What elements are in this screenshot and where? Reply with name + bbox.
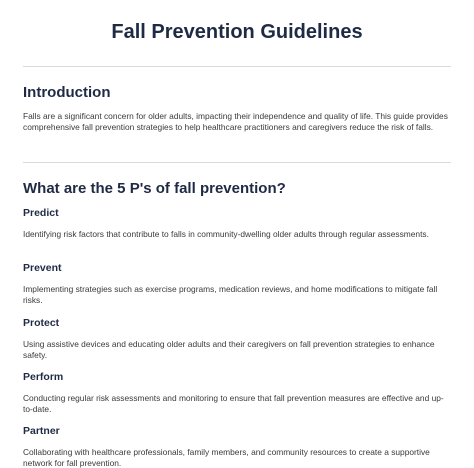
document-title: Fall Prevention Guidelines bbox=[111, 21, 363, 43]
introduction-heading: Introduction bbox=[23, 84, 111, 101]
predict-text: Identifying risk factors that contribute to falls in community-dwelling older adults through regular assessments. bbox=[23, 229, 429, 239]
prevent-heading: Prevent bbox=[23, 262, 62, 274]
protect-text: Using assistive devices and educating older adults and their caregivers on fall prevention strategies to enhance safety. bbox=[23, 339, 435, 360]
perform-heading: Perform bbox=[23, 371, 64, 383]
predict-heading: Predict bbox=[23, 207, 59, 219]
divider-middle bbox=[23, 162, 451, 163]
divider-top bbox=[23, 66, 451, 67]
prevent-text: Implementing strategies such as exercise programs, medication reviews, and home modifications to mitigate fall risks. bbox=[23, 284, 438, 305]
partner-text: Collaborating with healthcare professionals, family members, and community resources to create a supportive network for fall prevention. bbox=[23, 447, 430, 468]
five-ps-heading: What are the 5 P's of fall prevention? bbox=[23, 180, 286, 197]
perform-text: Conducting regular risk assessments and monitoring to ensure that fall prevention measures are effective and up-to-date. bbox=[23, 393, 444, 414]
protect-heading: Protect bbox=[23, 317, 60, 329]
introduction-text: Falls are a significant concern for older adults, impacting their independence and quality of life. This guide provides comprehensive fall prevention strategies to help healthcare practitioners and caregivers reduce the risk of falls. bbox=[23, 111, 448, 132]
partner-heading: Partner bbox=[23, 425, 60, 437]
